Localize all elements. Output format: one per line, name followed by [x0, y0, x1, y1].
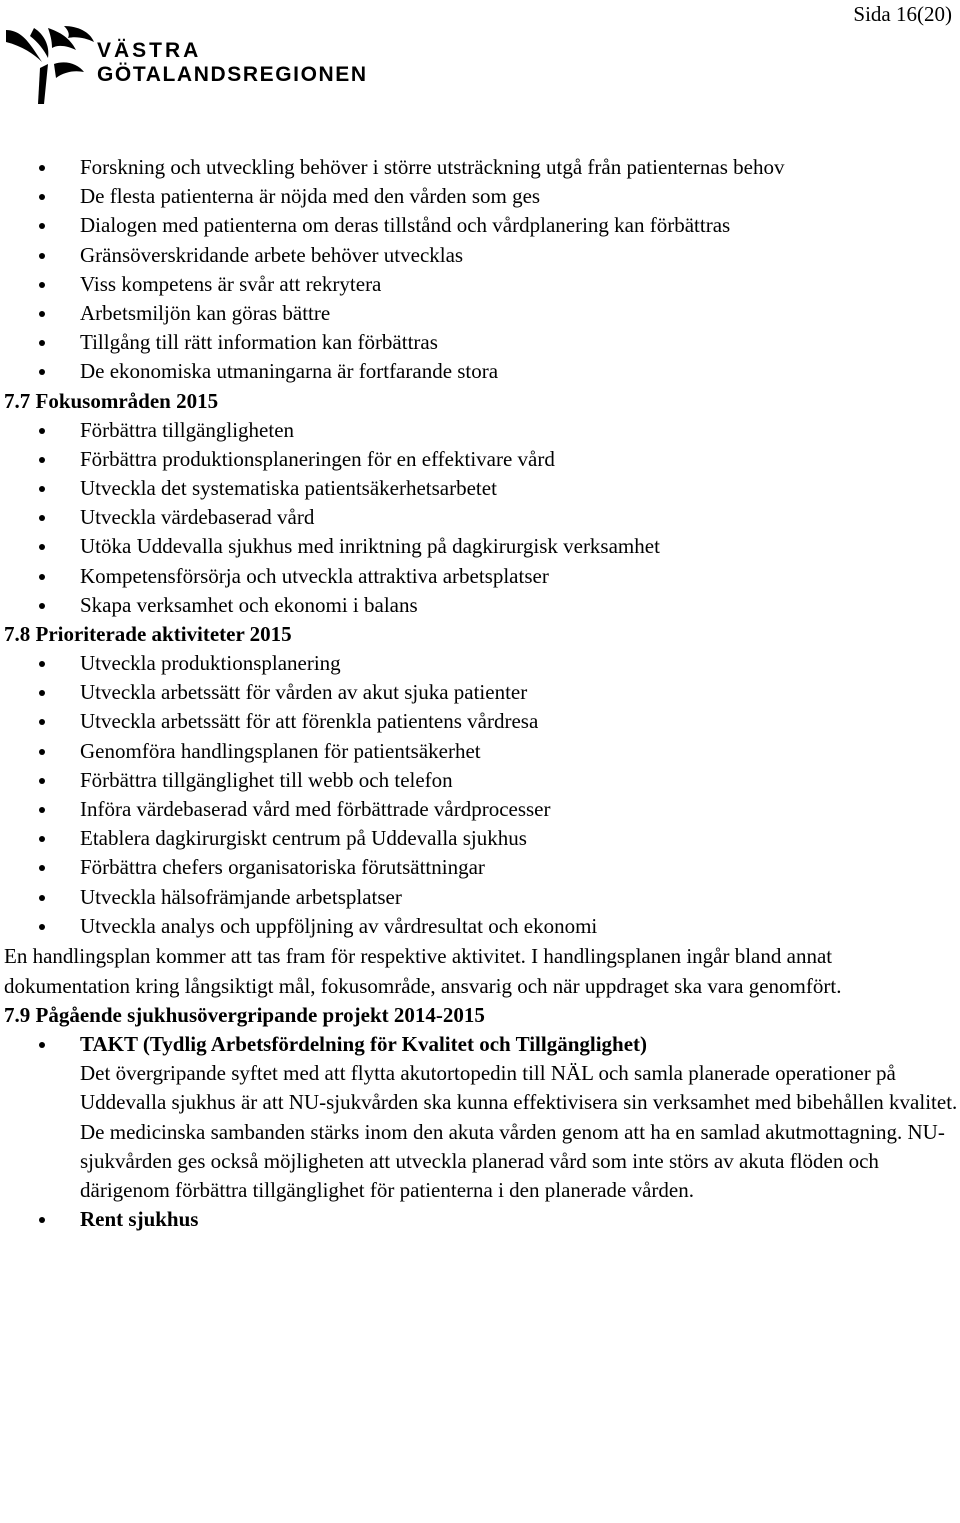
document-body — [0, 153, 960, 1235]
bullet-list-challenges — [0, 153, 960, 387]
list-item: Genomföra handlingsplanen för patientsäkerhet — [0, 737, 960, 766]
list-item: De flesta patienterna är nöjda med den vården som ges — [0, 182, 960, 211]
list-item: Utveckla analys och uppföljning av vårdresultat och ekonomi — [0, 912, 960, 941]
project-description: Det övergripande syftet med att flytta akutortopedin till NÄL och samla planerade operationer på Uddevalla sjukhus är att NU-sjukvården ska kunna effektivisera sin verksamhet med bibehållen kvalitet. — [80, 1061, 958, 1115]
bullet-icon — [39, 1217, 45, 1223]
bullet-icon — [39, 457, 45, 463]
list-item: Utveckla värdebaserad vård — [0, 503, 960, 532]
list-item: Tillgång till rätt information kan förbättras — [0, 328, 960, 357]
list-item: Utveckla arbetssätt för vården av akut sjuka patienter — [0, 678, 960, 707]
list-item: Forskning och utveckling behöver i större utsträckning utgå från patienternas behov — [0, 153, 960, 182]
list-item-project-takt — [0, 1030, 960, 1205]
list-item: Kompetensförsörja och utveckla attraktiva arbetsplatser — [0, 562, 960, 591]
bullet-icon — [39, 194, 45, 200]
list-item: Dialogen med patienterna om deras tillstånd och vårdplanering kan förbättras — [0, 211, 960, 240]
section-heading-7-8: 7.8 Prioriterade aktiviteter 2015 — [4, 622, 292, 647]
project-title: Rent sjukhus — [80, 1207, 199, 1232]
list-item: Förbättra tillgängligheten — [0, 416, 960, 445]
bullet-icon — [39, 223, 45, 229]
list-item: Utveckla produktionsplanering — [0, 649, 960, 678]
section-heading-7-7: 7.7 Fokusområden 2015 — [4, 388, 219, 413]
list-item: Utveckla hälsofrämjande arbetsplatser — [0, 883, 960, 912]
bullet-icon — [39, 1042, 45, 1048]
list-item: Införa värdebaserad vård med förbättrade vårdprocesser — [0, 795, 960, 824]
vastra-gotalandsregionen-logo — [4, 24, 394, 110]
bullet-icon — [39, 544, 45, 550]
list-item: Förbättra tillgänglighet till webb och telefon — [0, 766, 960, 795]
list-item: Etablera dagkirurgiskt centrum på Uddevalla sjukhus — [0, 824, 960, 853]
list-item: Utöka Uddevalla sjukhus med inriktning på dagkirurgisk verksamhet — [0, 532, 960, 561]
bullet-icon — [39, 428, 45, 434]
bullet-list-priorities — [0, 649, 960, 941]
bullet-icon — [39, 515, 45, 521]
bullet-icon — [39, 574, 45, 580]
logo-line-gotalandsregionen: GÖTALANDSREGIONEN — [97, 63, 368, 86]
logo-line-vastra: VÄSTRA — [97, 39, 202, 62]
list-item: Skapa verksamhet och ekonomi i balans — [0, 591, 960, 620]
bullet-icon — [39, 253, 45, 259]
list-item: Utveckla arbetssätt för att förenkla patientens vårdresa — [0, 707, 960, 736]
bullet-icon — [39, 719, 45, 725]
project-title: TAKT (Tydlig Arbetsfördelning för Kvalitet och Tillgänglighet) — [80, 1032, 648, 1057]
bullet-icon — [39, 661, 45, 667]
list-item: Gränsöverskridande arbete behöver utvecklas — [0, 241, 960, 270]
list-item: Förbättra produktionsplaneringen för en effektivare vård — [0, 445, 960, 474]
bullet-icon — [39, 165, 45, 171]
list-item: De ekonomiska utmaningarna är fortfarande stora — [0, 357, 960, 386]
bullet-icon — [39, 340, 45, 346]
bullet-icon — [39, 282, 45, 288]
bullet-icon — [39, 778, 45, 784]
bullet-icon — [39, 836, 45, 842]
section-heading-7-9: 7.9 Pågående sjukhusövergripande projekt 2014-2015 — [4, 1003, 485, 1028]
bullet-icon — [39, 369, 45, 375]
list-item: Arbetsmiljön kan göras bättre — [0, 299, 960, 328]
list-item-project-rent-sjukhus — [0, 1205, 960, 1234]
page-number: Sida 16(20) — [853, 2, 952, 26]
bullet-list-projects — [0, 1030, 960, 1234]
bullet-icon — [39, 311, 45, 317]
bullet-list-focus-areas — [0, 416, 960, 620]
bullet-icon — [39, 603, 45, 609]
bullet-icon — [39, 690, 45, 696]
bullet-icon — [39, 807, 45, 813]
region-emblem-icon — [4, 24, 96, 108]
action-plan-paragraph: En handlingsplan kommer att tas fram för respektive aktivitet. I handlingsplanen ingår bland annat dokumentation kring långsiktigt mål, fokusområde, ansvarig och när uppdraget ska vara genomfört. — [4, 944, 842, 999]
bullet-icon — [39, 895, 45, 901]
list-item: Utveckla det systematiska patientsäkerhetsarbetet — [0, 474, 960, 503]
bullet-icon — [39, 749, 45, 755]
list-item: Viss kompetens är svår att rekrytera — [0, 270, 960, 299]
list-item: Förbättra chefers organisatoriska förutsättningar — [0, 853, 960, 882]
bullet-icon — [39, 924, 45, 930]
bullet-icon — [39, 486, 45, 492]
project-description: De medicinska sambanden stärks inom den akuta vården genom att ha en samlad akutmottagning. NU-sjukvården ges också möjligheten att utveckla planerad vård som inte störs av akuta flöden och därigenom förbättra tillgänglighet för patienterna i den planerade vården. — [80, 1119, 945, 1203]
bullet-icon — [39, 865, 45, 871]
